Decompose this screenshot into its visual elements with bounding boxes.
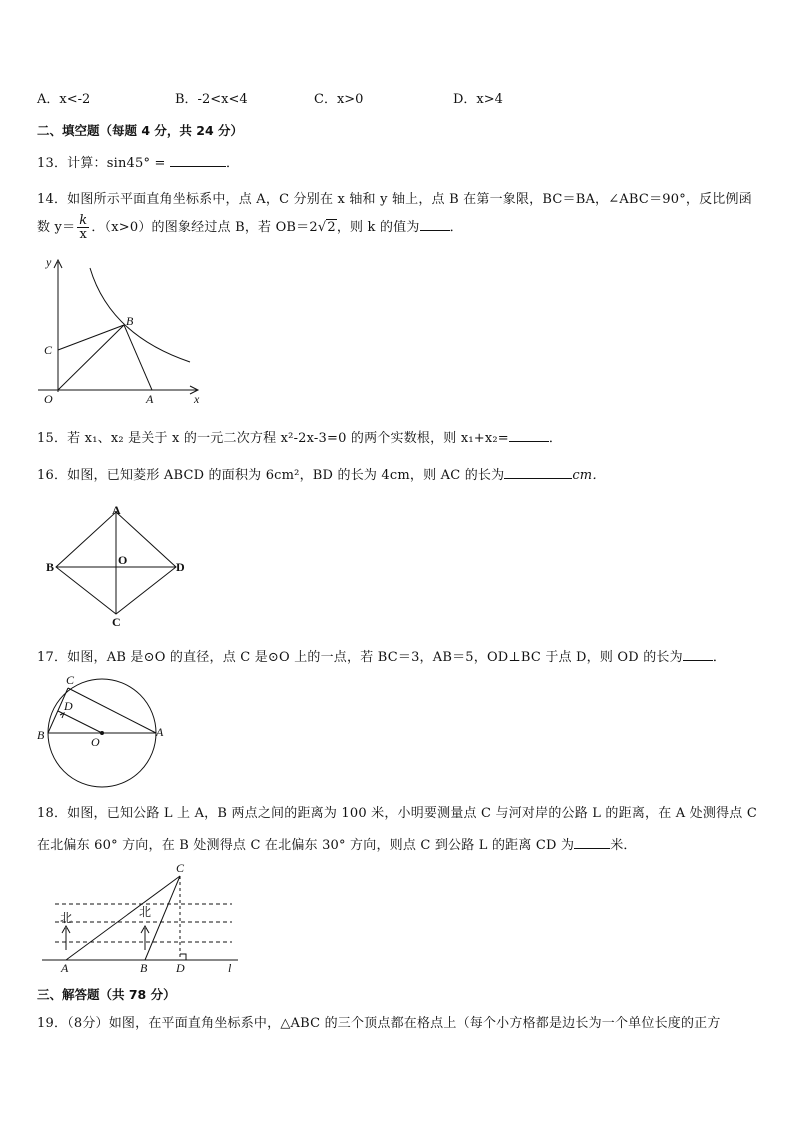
question-14-line1: 14．如图所示平面直角坐标系中，点 A，C 分别在 x 轴和 y 轴上，点 B 在第一象限，BC＝BA，∠ABC＝90°，反比例函 [37,192,752,207]
question-19: 19．（8分）如图，在平面直角坐标系中，△ABC 的三个顶点都在格点上（每个小方格都是边长为一个单位长度的正方 [37,1016,721,1031]
question-17-end: ． [712,650,727,665]
label-north-a: 北 [60,911,73,925]
label-c: C [176,861,185,875]
question-14-end: ． [449,220,463,235]
label-b: B [37,728,45,742]
label-a: A [156,725,164,739]
label-d: D [176,961,185,975]
question-18-text: 在北偏东 60° 方向，在 B 处测得点 C 在北偏东 30° 方向，则点 C 到公路 L 的距离 CD 为 [37,838,575,853]
label-y: y [46,255,52,269]
label-c: C [44,343,53,357]
label-a: A [112,503,121,517]
fraction-denominator: x [79,227,88,242]
question-15-end: ． [548,431,563,446]
label-c: C [66,673,75,687]
label-b: B [46,560,55,574]
question-14-mid: ．（x>0）的图象经过点 B，若 OB＝2 [91,220,318,235]
question-18-line1: 18．如图，已知公路 L 上 A，B 两点之间的距离为 100 米，小明要测量点 C 与河对岸的公路 L 的距离，在 A 处测得点 C [37,806,757,821]
label-b: B [126,314,134,328]
label-o: O [44,392,53,406]
question-15-text: 15．若 x₁、x₂ 是关于 x 的一元二次方程 x²-2x-3=0 的两个实数根，则 x₁+x₂= [37,431,509,446]
label-b: B [140,961,148,975]
label-north-b: 北 [139,905,152,919]
choice-c: C．x>0 [314,92,364,107]
sqrt-symbol: √ [317,220,327,235]
right-angle-mark-icon [180,954,186,960]
choice-a: A．x<-2 [37,92,91,107]
question-14-post: ，则 k 的值为 [336,220,420,235]
section-answer-heading: 三、解答题（共 78 分） [37,987,176,1002]
question-14-pre: 数 y＝ [37,220,76,235]
label-o: O [118,553,128,567]
question-16-unit: cm． [572,468,606,483]
label-d: D [176,560,185,574]
label-a: A [61,961,69,975]
choice-d: D．x>4 [453,92,503,107]
label-c: C [112,615,121,629]
fraction-numerator: k [79,213,88,228]
question-13-end: ． [225,156,240,171]
section-fill-in-heading: 二、填空题（每题 4 分，共 24 分） [37,123,244,138]
label-l: l [228,961,232,975]
choice-b: B．-2<x<4 [175,92,248,107]
label-x: x [194,392,200,406]
label-d: D [64,699,73,713]
question-17-text: 17．如图，AB 是⊙O 的直径，点 C 是⊙O 上的一点，若 BC＝3，AB＝5，OD⊥BC 于点 D，则 OD 的长为 [37,650,683,665]
sqrt-radicand: 2 [327,220,336,235]
label-o: O [91,735,100,749]
question-16-text: 16．如图，已知菱形 ABCD 的面积为 6cm²，BD 的长为 4cm，则 AC 的长为 [37,468,505,483]
label-a: A [146,392,154,406]
question-13-text: 13．计算：sin45° = [37,156,170,171]
question-18-end: 米． [610,838,637,853]
